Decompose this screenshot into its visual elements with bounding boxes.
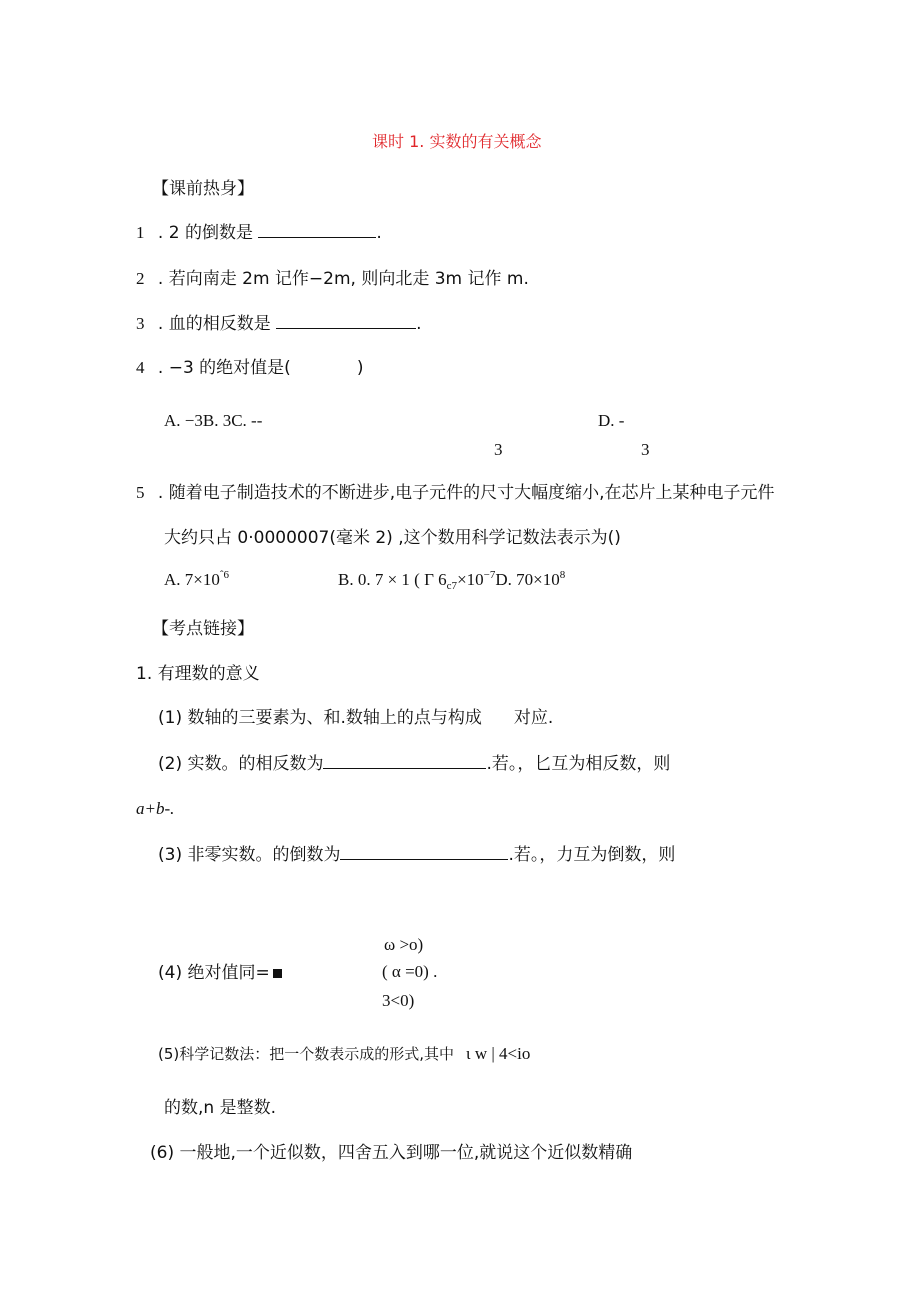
question-sep: . <box>157 483 164 503</box>
keypoint-1-3: (3) 非零实数。的倒数为 .若。，力互为倒数，则 <box>158 845 676 865</box>
question-number: 1 <box>136 223 145 242</box>
question-number: 2 <box>136 269 145 288</box>
question-2 <box>136 268 529 290</box>
question-text: 若向南走 2m 记作−2m, 则向北走 3m 记作 m. <box>168 269 529 289</box>
question-text: 血的相反数是 <box>168 314 271 334</box>
question-text: 2 的倒数是 <box>168 223 253 243</box>
answer-blank[interactable] <box>323 754 486 769</box>
q4-option-d: D. - <box>598 411 625 430</box>
abs-case-negative: 3<0) <box>382 991 415 1010</box>
keypoint-1-6: (6) 一般地,一个近似数，四舍五入到哪一位,就说这个近似数精确 <box>150 1143 633 1163</box>
keypoint-1-5-continued: 的数,n 是整数. <box>164 1098 276 1118</box>
keypoint-1-4: (4) 绝对值同= <box>158 962 282 984</box>
question-sep: . <box>157 269 164 289</box>
question-sep: . <box>157 314 164 334</box>
question-1: 1 . 2 的倒数是 . <box>136 223 382 243</box>
keypoint-1-title: 1. 有理数的意义 <box>136 664 260 684</box>
q5-option-a: A. $7\times 10^{ˆ6}$ <box>164 569 230 589</box>
question-4: 4 . −3 的绝对值是( ) <box>136 358 364 378</box>
abs-case-zero: ( α =0) . <box>382 962 438 981</box>
question-number: 5 <box>136 483 145 502</box>
keypoint-1-1: (1) 数轴的三要素为、和.数轴上的点与构成 对应. <box>158 708 554 728</box>
section-heading-keypoints: 【考点链接】 <box>152 619 254 639</box>
q5-options-bcd: B. 0. 7 × 1 ( Γ $6_{c7}\times 10^{-7}D$. $70\times 10^8$ <box>338 569 566 592</box>
q4-options: A. −3B. 3C. -- <box>164 411 263 430</box>
answer-blank[interactable] <box>340 845 508 860</box>
section-heading-warmup: 【课前热身】 <box>152 179 254 199</box>
q4-denominator-c: 3 <box>494 440 503 459</box>
question-3: 3 . 血的相反数是 . <box>136 314 422 334</box>
question-text: −3 的绝对值是( <box>168 358 291 378</box>
q4-denominator-d: 3 <box>641 440 650 459</box>
square-mark-icon <box>273 969 282 978</box>
page-title: 课时 1. 实数的有关概念 <box>372 132 542 151</box>
abs-case-positive: ω >o) <box>384 935 424 954</box>
answer-blank[interactable] <box>276 314 416 329</box>
question-sep: . <box>157 358 164 378</box>
keypoint-1-2: (2) 实数。的相反数为 .若。，匕互为相反数，则 <box>158 754 671 774</box>
keypoint-1-2-continued: a+b-. <box>136 799 175 818</box>
question-5-line2: 大约只占 0·0000007(毫米 2) ,这个数用科学记数法表示为() <box>164 528 621 548</box>
question-sep: . <box>157 223 164 243</box>
question-5 <box>136 482 775 504</box>
question-number: 4 <box>136 358 145 377</box>
question-text: 随着电子制造技术的不断进步,电子元件的尺寸大幅度缩小,在芯片上某种电子元件 <box>168 483 775 503</box>
question-number: 3 <box>136 314 145 333</box>
answer-blank[interactable] <box>258 223 376 238</box>
keypoint-1-5: (5)科学记数法：把一个数表示成的形式,其中 ι w | 4<io <box>158 1044 531 1063</box>
